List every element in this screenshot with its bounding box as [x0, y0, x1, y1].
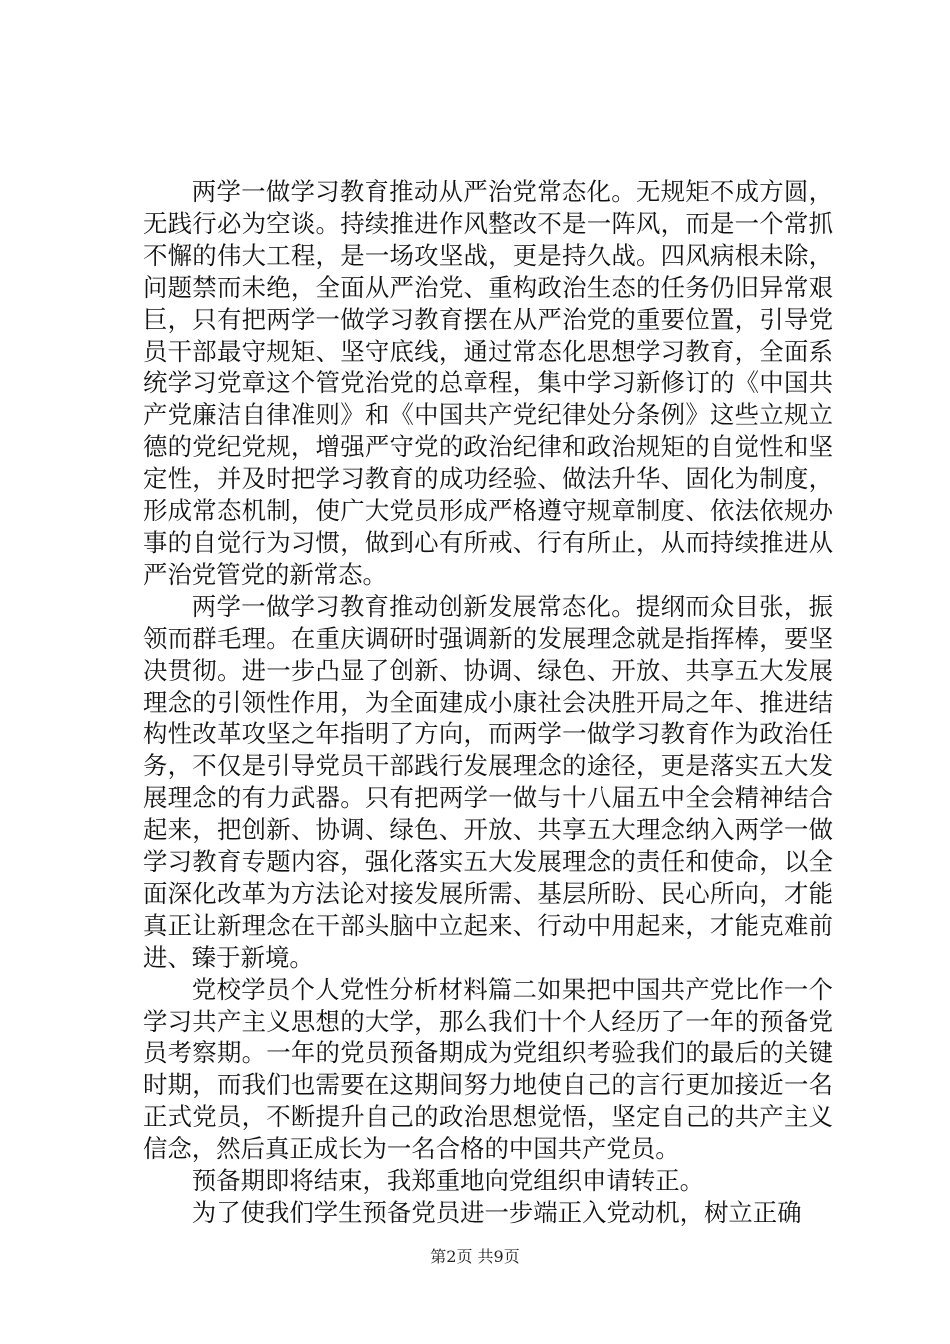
paragraph: 两学一做学习教育推动从严治党常态化。无规矩不成方圆，无践行必为空谈。持续推进作风整改不是一阵风，而是一个常抓不懈的伟大工程，是一场攻坚战，更是持久战。四风病根未除，问题禁而未绝，全面从严治党、重构政治生态的任务仍旧异常艰巨，只有把两学一做学习教育摆在从严治党的重要位置，引导党员干部最守规矩、坚守底线，通过常态化思想学习教育，全面系统学习党章这个管党治党的总章程，集中学习新修订的《中国共产党廉洁自律准则》和《中国共产党纪律处分条例》这些立规立德的党纪党规，增强严守党的政治纪律和政治规矩的自觉性和坚定性，并及时把学习教育的成功经验、做法升华、固化为制度，形成常态机制，使广大党员形成严格遵守规章制度、依法依规办事的自觉行为习惯，做到心有所戒、行有所止，从而持续推进从严治党管党的新常态。 [143, 177, 833, 589]
document-body [143, 176, 833, 1229]
paragraph: 党校学员个人党性分析材料篇二如果把中国共产党比作一个学习共产主义思想的大学，那么我们十个人经历了一年的预备党员考察期。一年的党员预备期成为党组织考验我们的最后的关键时期，而我们也需要在这期间努力地使自己的言行更加接近一名正式党员，不断提升自己的政治思想觉悟，坚定自己的共产主义信念，然后真正成长为一名合格的中国共产党员。 [143, 974, 833, 1164]
paragraph: 两学一做学习教育推动创新发展常态化。提纲而众目张，振领而群毛理。在重庆调研时强调新的发展理念就是指挥棒，要坚决贯彻。进一步凸显了创新、协调、绿色、开放、共享五大发展理念的引领性作用，为全面建成小康社会决胜开局之年、推进结构性改革攻坚之年指明了方向，而两学一做学习教育作为政治任务，不仅是引导党员干部践行发展理念的途径，更是落实五大发展理念的有力武器。只有把两学一做与十八届五中全会精神结合起来，把创新、协调、绿色、开放、共享五大理念纳入两学一做学习教育专题内容，强化落实五大发展理念的责任和使命，以全面深化改革为方法论对接发展所需、基层所盼、民心所向，才能真正让新理念在干部头脑中立起来、行动中用起来，才能克难前进、臻于新境。 [143, 591, 833, 972]
paragraph: 为了使我们学生预备党员进一步端正入党动机，树立正确 [191, 1198, 802, 1227]
page-footer: 第2页 共9页 [430, 1247, 520, 1266]
paragraph: 预备期即将结束，我郑重地向党组织申请转正。 [191, 1166, 705, 1196]
